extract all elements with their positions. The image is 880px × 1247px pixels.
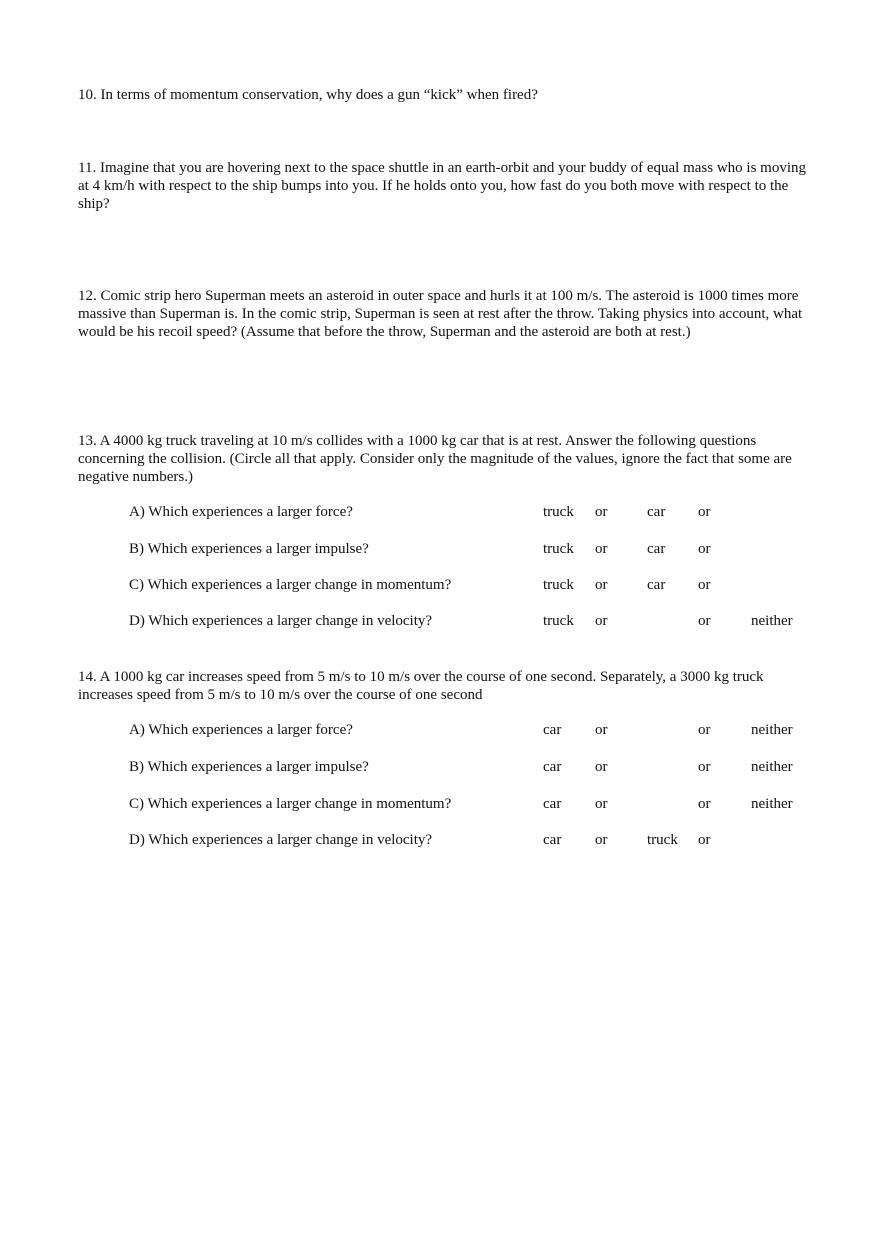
q14-option-row-b bbox=[0, 757, 880, 777]
q13-a-choice-2[interactable]: car bbox=[647, 504, 666, 520]
q13-d-choice-3[interactable]: neither bbox=[751, 613, 793, 629]
q14-a-choice-3[interactable]: neither bbox=[751, 722, 793, 738]
question-14: 14. A 1000 kg car increases speed from 5 m/s to 10 m/s over the course of one second. Separately, a 3000 kg truck increases speed from 5 m/s to 10 m/s over the course of one second bbox=[78, 669, 764, 703]
q13-d-or-1: or bbox=[595, 613, 608, 629]
q13-option-row-b bbox=[0, 539, 880, 559]
q13-a-choice-1[interactable]: truck bbox=[543, 504, 574, 520]
q13-a-label: A) Which experiences a larger force? bbox=[129, 504, 353, 520]
q13-d-choice-1[interactable]: truck bbox=[543, 613, 574, 629]
q13-option-row-d bbox=[0, 611, 880, 631]
q14-b-or-1: or bbox=[595, 759, 608, 775]
q14-a-label: A) Which experiences a larger force? bbox=[129, 722, 353, 738]
q13-c-or-2: or bbox=[698, 577, 711, 593]
q13-c-label: C) Which experiences a larger change in momentum? bbox=[129, 577, 452, 593]
q14-c-or-2: or bbox=[698, 796, 711, 812]
q13-b-choice-1[interactable]: truck bbox=[543, 541, 574, 557]
q14-b-choice-3[interactable]: neither bbox=[751, 759, 793, 775]
q14-d-or-1: or bbox=[595, 832, 608, 848]
q14-b-or-2: or bbox=[698, 759, 711, 775]
q14-c-or-1: or bbox=[595, 796, 608, 812]
question-13: 13. A 4000 kg truck traveling at 10 m/s collides with a 1000 kg car that is at rest. Answer the following questions concerning the collision. (Circle all that apply. Consider only the magnitude of the values, ignore the fact that some are negative numbers.) bbox=[78, 433, 792, 485]
q13-a-or-2: or bbox=[698, 504, 711, 520]
q13-d-label: D) Which experiences a larger change in velocity? bbox=[129, 613, 433, 629]
q13-option-row-a bbox=[0, 502, 880, 522]
q13-b-or-1: or bbox=[595, 541, 608, 557]
q14-option-row-d bbox=[0, 830, 880, 850]
q14-c-label: C) Which experiences a larger change in momentum? bbox=[129, 796, 452, 812]
q13-c-choice-2[interactable]: car bbox=[647, 577, 666, 593]
q13-d-or-2: or bbox=[698, 613, 711, 629]
q14-option-row-a bbox=[0, 720, 880, 740]
q14-b-choice-1[interactable]: car bbox=[543, 759, 562, 775]
q14-d-choice-1[interactable]: car bbox=[543, 832, 562, 848]
q14-d-or-2: or bbox=[698, 832, 711, 848]
q14-b-label: B) Which experiences a larger impulse? bbox=[129, 759, 369, 775]
q14-d-label: D) Which experiences a larger change in velocity? bbox=[129, 832, 433, 848]
q14-a-choice-1[interactable]: car bbox=[543, 722, 562, 738]
q13-c-choice-1[interactable]: truck bbox=[543, 577, 574, 593]
q13-b-choice-2[interactable]: car bbox=[647, 541, 666, 557]
q13-c-or-1: or bbox=[595, 577, 608, 593]
question-12: 12. Comic strip hero Superman meets an asteroid in outer space and hurls it at 100 m/s. The asteroid is 1000 times more massive than Superman is. In the comic strip, Superman is seen at rest after the throw. Taking physics into account, what would be his recoil speed? (Assume that before the throw, Superman and the asteroid are both at rest.) bbox=[78, 288, 803, 340]
q13-option-row-c bbox=[0, 575, 880, 595]
question-10: 10. In terms of momentum conservation, why does a gun “kick” when fired? bbox=[78, 87, 538, 103]
q14-a-or-2: or bbox=[698, 722, 711, 738]
q14-option-row-c bbox=[0, 794, 880, 814]
q14-d-choice-2[interactable]: truck bbox=[647, 832, 678, 848]
q13-b-label: B) Which experiences a larger impulse? bbox=[129, 541, 369, 557]
q14-c-choice-1[interactable]: car bbox=[543, 796, 562, 812]
q13-b-or-2: or bbox=[698, 541, 711, 557]
question-11: 11. Imagine that you are hovering next to the space shuttle in an earth-orbit and your buddy of equal mass who is moving at 4 km/h with respect to the ship bumps into you. If he holds onto you, how fast do you both move with respect to the ship? bbox=[78, 160, 807, 212]
q14-c-choice-3[interactable]: neither bbox=[751, 796, 793, 812]
q13-a-or-1: or bbox=[595, 504, 608, 520]
q14-a-or-1: or bbox=[595, 722, 608, 738]
